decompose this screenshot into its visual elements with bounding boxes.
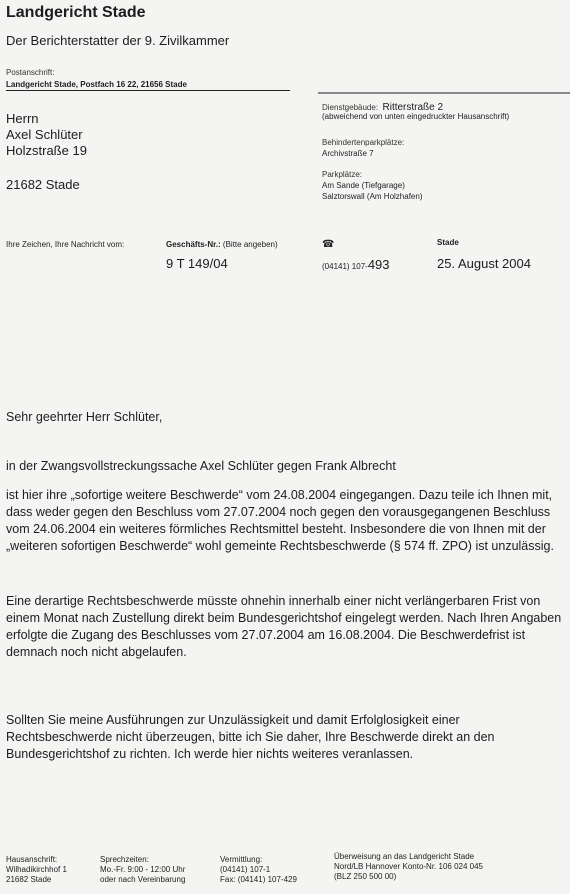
letter-date: 25. August 2004 <box>437 256 531 271</box>
footer-address: Hausanschrift: Wilhadikirchhof 1 21682 Stade <box>6 855 67 884</box>
phone-number <box>322 256 390 274</box>
phone-icon: ☎ <box>322 239 335 250</box>
case-number: 9 T 149/04 <box>166 256 228 271</box>
greeting: Sehr geehrter Herr Schlüter, <box>6 410 163 424</box>
building-note: (abweichend von unten eingedruckter Hausanschrift) <box>322 112 510 121</box>
recipient-city: 21682 Stade <box>6 177 80 192</box>
paragraph-3: Sollten Sie meine Ausführungen zur Unzulässigkeit und damit Erfolglosigkeit einer Rechtsbeschwerde nicht überzeugen, bitte ich Sie daher, Ihre Beschwerde direkt an den Bundesgerichtshof zu richten. Ich werde hier nichts weiteres veranlassen. <box>6 713 495 761</box>
parking-value-2: Salztorswall (Am Holzhafen) <box>322 192 423 201</box>
disabled-parking-value: Archivstraße 7 <box>322 149 374 158</box>
footer-bank: Überweisung an das Landgericht Stade Nord/LB Hannover Konto-Nr. 106 024 045 (BLZ 250 500 00) <box>334 852 483 881</box>
footer-hours: Sprechzeiten: Mo.-Fr. 9:00 - 12:00 Uhr oder nach Vereinbarung <box>100 855 186 884</box>
building-label: Dienstgebäude: <box>322 103 379 112</box>
case-number-label-bold: Geschäfts-Nr.: <box>166 240 221 249</box>
sidebar-divider <box>318 92 570 94</box>
parking-label: Parkplätze: <box>322 170 363 179</box>
paragraph-1: ist hier ihre „sofortige weitere Beschwerde“ vom 24.08.2004 eingegangen. Dazu teile ich Ihnen mit, dass weder gegen den Beschluss vom 27.07.2004 noch gegen den vorausgegangenen Beschluss vom 24.06.2004 ein weiteres förmliches Rechtsmittel besteht. Insbesondere die von Ihnen mit der „weiteren sofortigen Beschwerde“ wohl gemeinte Rechtsbeschwerde (§ 574 ff. ZPO) ist unzulässig. <box>6 488 554 553</box>
disabled-parking-label: Behindertenparkplätze: <box>322 138 405 147</box>
subject-line: in der Zwangsvollstreckungssache Axel Schlüter gegen Frank Albrecht <box>6 459 396 473</box>
building-value: Ritterstraße 2 <box>382 102 444 113</box>
court-name: Landgericht Stade <box>6 4 146 21</box>
phone-prefix: (04141) 107- <box>322 262 368 271</box>
chamber-line: Der Berichterstatter der 9. Zivilkammer <box>6 33 230 48</box>
phone-extension: 493 <box>367 257 390 272</box>
recipient-salutation: Herrn <box>6 111 39 126</box>
postal-address: Landgericht Stade, Postfach 16 22, 21656 Stade <box>6 80 187 89</box>
recipient-street: Holzstraße 19 <box>6 143 87 158</box>
case-number-label-note: (Bitte angeben) <box>222 240 278 249</box>
your-ref-label: Ihre Zeichen, Ihre Nachricht vom: <box>6 240 125 249</box>
recipient-name: Axel Schlüter <box>6 127 83 142</box>
paragraph-2: Eine derartige Rechtsbeschwerde müsste ohnehin innerhalb einer nicht verlängerbaren Frist von einem Monat nach Zustellung direkt beim Bundesgerichtshof eingelegt werden. Nach Ihren Angaben erfolgte die Zugang des Beschlusses vom 27.07.2004 am 16.08.2004. Die Beschwerdefrist ist demnach noch nicht abgelaufen. <box>6 594 562 659</box>
footer-contact: Vermittlung: (04141) 107-1 Fax: (04141) 107-429 <box>220 855 297 884</box>
place-label: Stade <box>437 238 459 247</box>
case-number-label <box>166 240 278 249</box>
parking-value-1: Am Sande (Tiefgarage) <box>322 181 405 190</box>
postal-label: Postanschrift: <box>6 68 55 77</box>
postal-divider <box>6 90 290 91</box>
